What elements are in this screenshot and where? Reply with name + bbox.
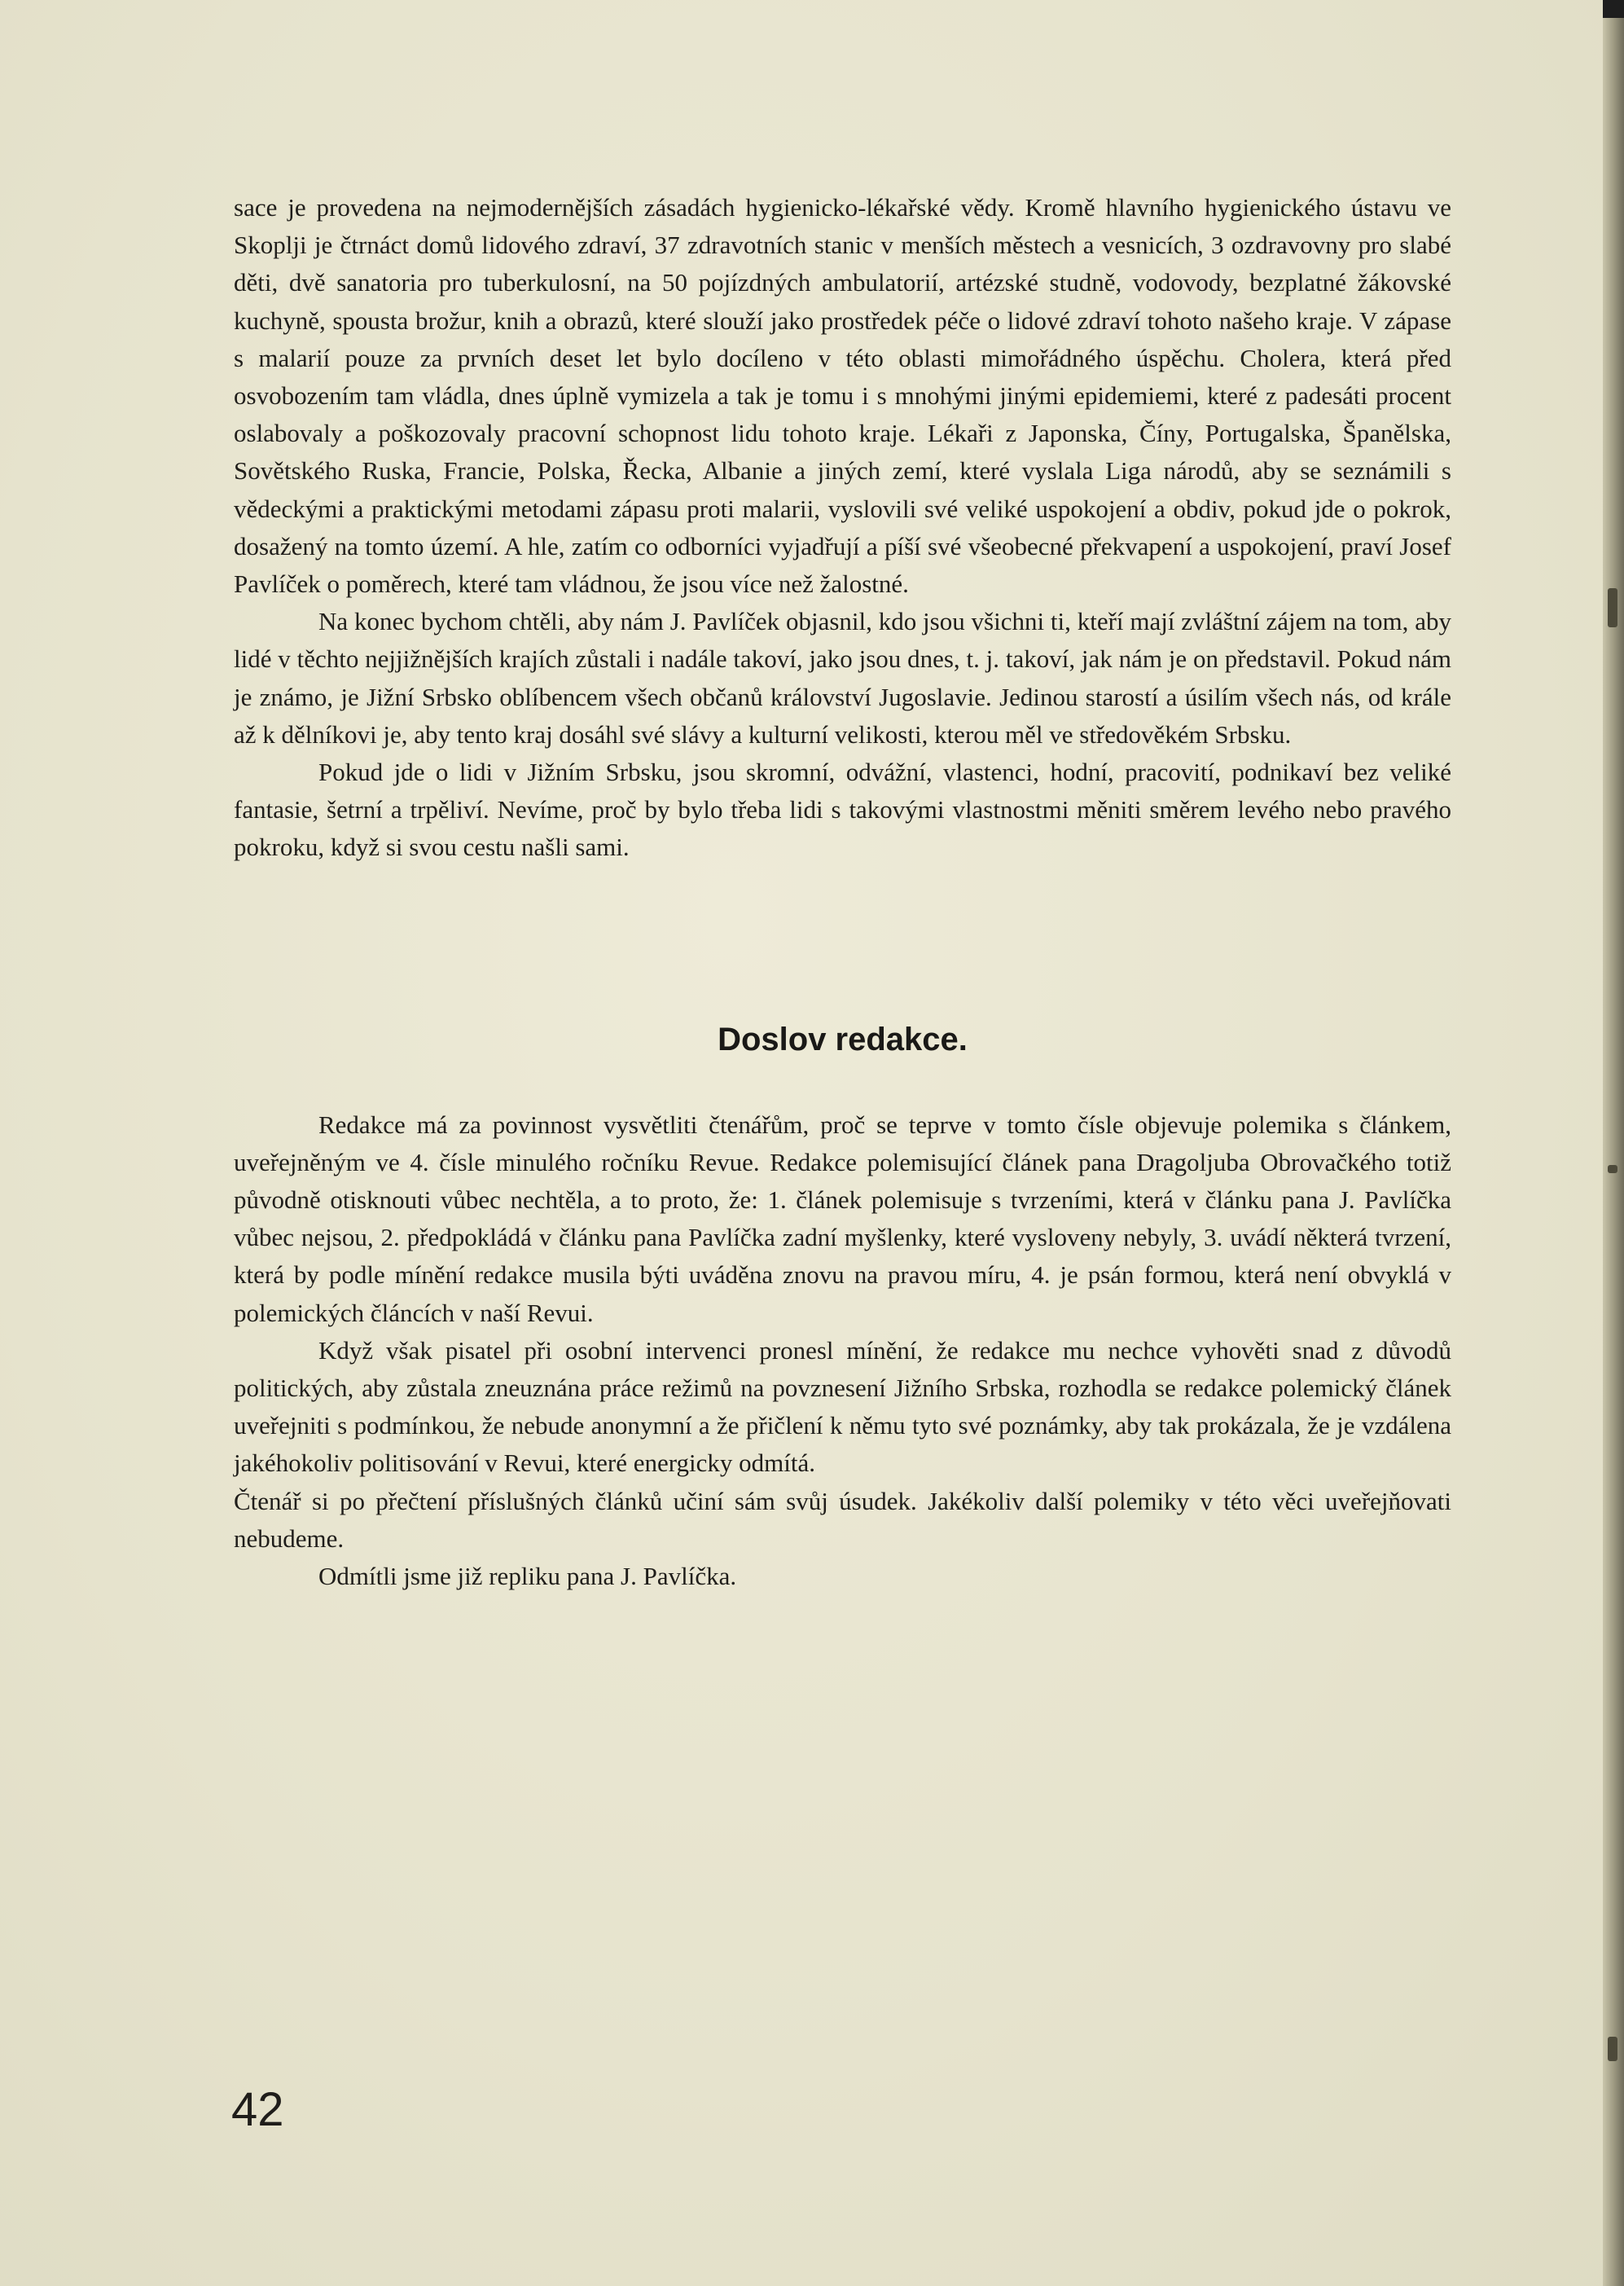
page-edge-shadow (1603, 0, 1624, 2286)
body-paragraph: sace je provedena na nejmodernějších zásadách hygienicko-lékařské vědy. Kromě hlavního hygienického ústavu ve Skoplji je čtrnáct domů lidového zdraví, 37 zdravotních stanic v menších městech a vesnicích, 3 ozdravovny pro slabé děti, dvě sanatoria pro tuberkulosní, na 50 pojízdných ambulatorií, artézské studně, vodovody, bezplatné žákovské kuchyně, spousta brožur, knih a obrazů, které slouží jako prostředek péče o lidové zdraví tohoto našeho kraje. V zápase s malarií pouze za prvních deset let bylo docíleno v této oblasti mimořádného úspěchu. Cholera, která před osvobozením tam vládla, dnes úplně vymizela a tak je tomu i s mnohými jinými epidemiemi, které z padesáti procent oslabovaly a poškozovaly pracovní schopnost lidu tohoto kraje. Lékaři z Japonska, Číny, Portugalska, Španělska, Sovětského Ruska, Francie, Polska, Řecka, Albanie a jiných zemí, které vyslala Liga národů, aby se seznámili s vědeckými a praktickými metodami zápasu proti malarii, vyslovili své veliké uspokojení a obdiv, pokud jde o pokrok, dosažený na tomto území. A hle, zatím co odborníci vyjadřují a píší své všeobecné překvapení a uspokojení, praví Josef Pavlíček o poměrech, které tam vládnou, že jsou více než žalostné. (234, 193, 1451, 599)
edge-mark (1608, 2037, 1617, 2061)
afterword-paragraph: Čtenář si po přečtení příslušných článků učiní sám svůj úsudek. Jakékoliv další polemiky v této věci uveřejňovati nebudeme. (234, 1486, 1451, 1553)
page-number: 42 (231, 2083, 284, 2136)
scan-corner-dark-strip (1603, 0, 1624, 18)
edge-mark (1608, 1165, 1617, 1173)
editorial-afterword (234, 1106, 1451, 1596)
afterword-paragraph: Když však pisatel při osobní intervenci pronesl mínění, že redakce mu nechce vyhověti snad z důvodů politických, aby zůstala zneuznána práce režimů na povznesení Jižního Srbska, rozhodla se redakce polemický článek uveřejniti s podmínkou, že nebude anonymní a že přičlení k němu tyto své poznámky, aby tak prokázala, že je vzdálena jakéhokoliv politisování v Revui, které energicky odmítá. (234, 1335, 1451, 1478)
page-body (234, 189, 1451, 1595)
afterword-paragraph: Redakce má za povinnost vysvětliti čtenářům, proč se teprve v tomto čísle objevuje polemika s článkem, uveřejněným ve 4. čísle minulého ročníku Revue. Redakce polemisující článek pana Dragoljuba Obrovačkého totiž původně otisknouti vůbec nechtěla, a to proto, že: 1. článek polemisuje s tvrzeními, která v článku pana J. Pavlíčka vůbec nejsou, 2. předpokládá v článku pana Pavlíčka zadní myšlenky, které vysloveny nebyly, 3. uvádí některá tvrzení, která by podle mínění redakce musila býti uváděna znovu na pravou míru, 4. je psán formou, která není obvyklá v polemických článcích v naší Revui. (234, 1110, 1451, 1327)
article-continuation (234, 189, 1451, 867)
afterword-paragraph: Odmítli jsme již repliku pana J. Pavlíčka. (318, 1562, 737, 1591)
edge-mark (1608, 588, 1617, 627)
body-paragraph: Na konec bychom chtěli, aby nám J. Pavlíček objasnil, kdo jsou všichni ti, kteří mají zvláštní zájem na tom, aby lidé v těchto nejjižnějších krajích zůstali i nadále takoví, jako jsou dnes, t. j. takoví, jak nám je on představil. Pokud nám je známo, je Jižní Srbsko oblíbencem všech občanů království Jugoslavie. Jedinou starostí a úsilím všech nás, od krále až k dělníkovi je, aby tento kraj dosáhl své slávy a kulturní velikosti, kterou měl ve středověkém Srbsku. (234, 607, 1451, 749)
body-paragraph: Pokud jde o lidi v Jižním Srbsku, jsou skromní, odvážní, vlastenci, hodní, pracovití, podnikaví bez veliké fantasie, šetrní a trpěliví. Nevíme, proč by bylo třeba lidi s takovými vlastnostmi měniti směrem levého nebo pravého pokroku, když si svou cestu našli sami. (234, 758, 1451, 862)
section-heading: Doslov redakce. (718, 1021, 968, 1057)
